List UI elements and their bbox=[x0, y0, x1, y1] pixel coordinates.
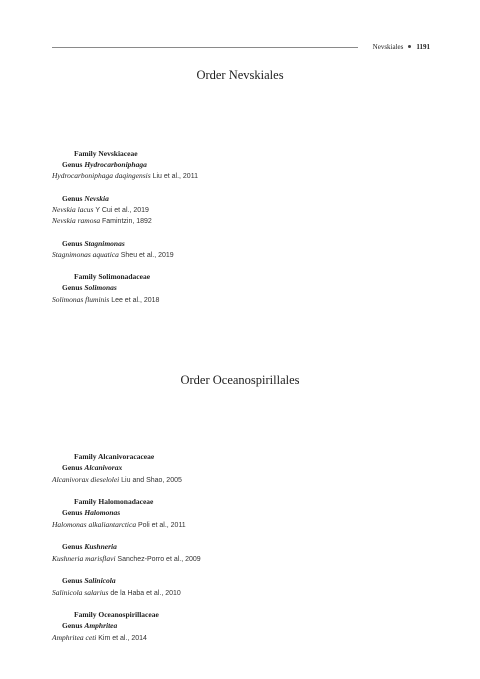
genus-heading: Genus Alcanivorax bbox=[62, 463, 123, 472]
species-entry: Stagnimonas aquatica Sheu et al., 2019 bbox=[52, 250, 174, 259]
genus-heading: Genus Amphritea bbox=[62, 621, 118, 630]
order-title: Order Nevskiales bbox=[196, 68, 284, 82]
species-entry: Alcanivorax dieselolei Liu and Shao, 2005 bbox=[52, 475, 182, 484]
genus-heading: Genus Stagnimonas bbox=[62, 239, 125, 248]
genus-heading: Genus Kushneria bbox=[62, 542, 117, 551]
header-text bbox=[373, 42, 430, 52]
genus-heading: Genus Salinicola bbox=[62, 576, 116, 585]
genus-heading: Genus Nevskia bbox=[62, 194, 109, 203]
bullet-separator-icon bbox=[408, 45, 411, 48]
species-entry: Nevskia lacus Y Cui et al., 2019 bbox=[52, 205, 149, 214]
species-entry: Salinicola salarius de la Haba et al., 2010 bbox=[52, 588, 181, 597]
family-heading: Family Oceanospirillaceae bbox=[74, 610, 159, 619]
running-title: Nevskiales bbox=[372, 43, 404, 51]
family-heading: Family Halomonadaceae bbox=[74, 497, 154, 506]
family-heading: Family Nevskiaceae bbox=[74, 149, 138, 158]
family-heading: Family Alcanivoracaceae bbox=[74, 452, 155, 461]
species-entry: Halomonas alkaliantarctica Poli et al., 2011 bbox=[52, 520, 186, 529]
family-heading: Family Solimonadaceae bbox=[74, 272, 151, 281]
species-entry: Hydrocarboniphaga daqingensis Liu et al., 2011 bbox=[52, 171, 198, 180]
genus-heading: Genus Solimonas bbox=[62, 283, 117, 292]
species-entry: Solimonas fluminis Lee et al., 2018 bbox=[52, 295, 160, 304]
order-title: Order Oceanospirillales bbox=[180, 373, 300, 387]
header-rule bbox=[52, 47, 358, 48]
species-entry: Amphritea ceti Kim et al., 2014 bbox=[52, 633, 147, 642]
genus-heading: Genus Halomonas bbox=[62, 508, 121, 517]
genus-heading: Genus Hydrocarboniphaga bbox=[62, 160, 147, 169]
species-entry: Kushneria marisflavi Sanchez-Porro et al., 2009 bbox=[52, 554, 201, 563]
running-header bbox=[52, 42, 430, 52]
species-entry: Nevskia ramosa Famintzin, 1892 bbox=[52, 216, 152, 225]
page-number: 1191 bbox=[416, 43, 430, 51]
